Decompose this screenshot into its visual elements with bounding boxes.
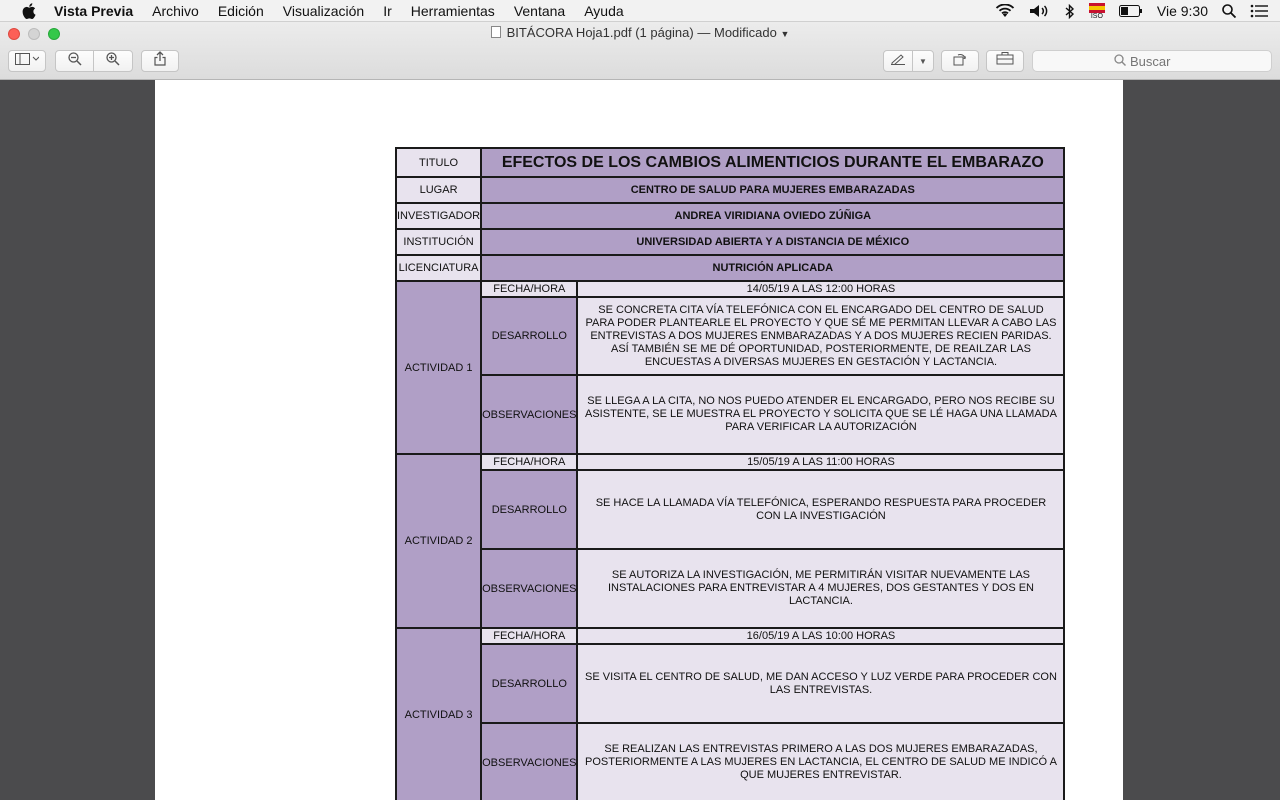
fecha-value: 15/05/19 A LAS 11:00 HORAS: [577, 454, 1064, 470]
observaciones-label: OBSERVACIONES: [481, 375, 577, 454]
spotlight-search-icon[interactable]: [1222, 4, 1236, 18]
notification-center-icon[interactable]: [1250, 4, 1268, 18]
table-row: [396, 203, 1064, 229]
markup-button[interactable]: [883, 50, 913, 72]
input-source-label: ISO: [1090, 12, 1103, 20]
input-source-icon[interactable]: [1089, 3, 1105, 20]
fecha-label: FECHA/HORA: [481, 281, 577, 297]
table-row: [396, 549, 1064, 628]
search-icon: [1114, 54, 1126, 69]
observaciones-value: SE LLEGA A LA CITA, NO NOS PUEDO ATENDER EL ENCARGADO, PERO NOS RECIBE SU ASISTENTE, SE LE MUESTRA EL PROYECTO Y SOLICITA QUE SE LÉ HAGA UNA LLAMADA PARA VERIFICAR LA AUTORIZACIÓN: [577, 375, 1064, 454]
menu-visualizacion[interactable]: Visualización: [282, 2, 365, 19]
document-title[interactable]: [0, 25, 1280, 40]
activity-label: ACTIVIDAD 2: [396, 454, 481, 628]
zoom-in-icon: [106, 52, 120, 71]
row-label: INSTITUCIÓN: [396, 229, 481, 255]
row-label: LUGAR: [396, 177, 481, 203]
bluetooth-icon[interactable]: [1065, 4, 1075, 19]
menu-herramientas[interactable]: Herramientas: [410, 2, 495, 19]
activity-label: ACTIVIDAD 1: [396, 281, 481, 454]
share-icon: [154, 51, 166, 71]
menu-ayuda[interactable]: Ayuda: [584, 2, 624, 19]
window-titlebar: [0, 22, 1280, 80]
rotate-icon: [952, 52, 968, 71]
volume-icon[interactable]: [1029, 4, 1051, 18]
row-value: UNIVERSIDAD ABIERTA Y A DISTANCIA DE MÉXICO: [481, 229, 1064, 255]
zoom-out-icon: [68, 52, 82, 71]
table-row: [396, 454, 1064, 470]
observaciones-value: SE AUTORIZA LA INVESTIGACIÓN, ME PERMITIRÁN VISITAR NUEVAMENTE LAS INSTALACIONES PARA ENTREVISTAR A 4 MUJERES, DOS GESTANTES Y DOS EN LACTANCIA.: [577, 549, 1064, 628]
row-value: CENTRO DE SALUD PARA MUJERES EMBARAZADAS: [481, 177, 1064, 203]
wifi-icon[interactable]: [995, 4, 1015, 18]
desarrollo-value: SE CONCRETA CITA VÍA TELEFÓNICA CON EL ENCARGADO DEL CENTRO DE SALUD PARA PODER PLANTEARLE EL PROYECTO Y QUE SÉ ME PERMITAN LLEVAR A CABO LAS ENTREVISTAS A DOS MUJERES ENMBARAZADAS Y A DOS MUJERES RECIEN PARIDAS. ASÍ TAMBIÉN SE ME DÉ OPORTUNIDAD, POSTERIORMENTE, DE REAILZAR LAS ENCUESTAS A DIVERSAS MUJERES EN GESTACIÓN Y LACTANCIA.: [577, 297, 1064, 375]
fecha-label: FECHA/HORA: [481, 454, 577, 470]
row-label: TITULO: [396, 148, 481, 177]
observaciones-label: OBSERVACIONES: [481, 723, 577, 800]
document-viewer[interactable]: [0, 80, 1280, 800]
table-row: [396, 470, 1064, 549]
share-button[interactable]: [141, 50, 179, 72]
table-row: [396, 628, 1064, 644]
table-row: [396, 281, 1064, 297]
menu-archivo[interactable]: Archivo: [152, 2, 199, 19]
table-row: [396, 255, 1064, 281]
app-menu[interactable]: Vista Previa: [54, 2, 134, 19]
table-row: [396, 644, 1064, 723]
menu-ventana[interactable]: Ventana: [513, 2, 566, 19]
table-row: [396, 723, 1064, 800]
table-row: [396, 297, 1064, 375]
desarrollo-value: SE VISITA EL CENTRO DE SALUD, ME DAN ACCESO Y LUZ VERDE PARA PROCEDER CON LAS ENTREVISTAS.: [577, 644, 1064, 723]
pdf-page: [155, 80, 1123, 800]
row-value: ANDREA VIRIDIANA OVIEDO ZÚÑIGA: [481, 203, 1064, 229]
fecha-label: FECHA/HORA: [481, 628, 577, 644]
sidebar-icon: [15, 52, 39, 70]
rotate-button[interactable]: [941, 50, 979, 72]
desarrollo-value: SE HACE LA LLAMADA VÍA TELEFÓNICA, ESPERANDO RESPUESTA PARA PROCEDER CON LA INVESTIGACIÓN: [577, 470, 1064, 549]
toolbox-icon: [996, 52, 1014, 70]
table-row: [396, 375, 1064, 454]
row-label: LICENCIATURA: [396, 255, 481, 281]
menu-edicion[interactable]: Edición: [217, 2, 264, 19]
desarrollo-label: DESARROLLO: [481, 644, 577, 723]
title-separator: —: [697, 25, 711, 40]
observaciones-value: SE REALIZAN LAS ENTREVISTAS PRIMERO A LAS DOS MUJERES EMBARAZADAS, POSTERIORMENTE A LAS MUJERES EN LACTANCIA, EL CENTRO DE SALUD ME INDICÓ A QUE MUJERES ENTREVISTAR.: [577, 723, 1064, 800]
search-input[interactable]: [1130, 54, 1190, 69]
fecha-value: 14/05/19 A LAS 12:00 HORAS: [577, 281, 1064, 297]
fecha-value: 16/05/19 A LAS 10:00 HORAS: [577, 628, 1064, 644]
row-value: NUTRICIÓN APLICADA: [481, 255, 1064, 281]
desarrollo-label: DESARROLLO: [481, 297, 577, 375]
chevron-down-icon: ▼: [780, 29, 790, 39]
document-filename: BITÁCORA Hoja1.pdf (1 página): [506, 25, 694, 40]
clock[interactable]: Vie 9:30: [1156, 3, 1208, 19]
table-row: [396, 148, 1064, 177]
menu-ir[interactable]: Ir: [383, 2, 392, 19]
zoom-in-button[interactable]: [93, 50, 133, 72]
table-row: [396, 177, 1064, 203]
activity-label: ACTIVIDAD 3: [396, 628, 481, 800]
markup-menu-button[interactable]: [912, 50, 934, 72]
battery-icon[interactable]: [1119, 5, 1143, 17]
menu-bar: [0, 0, 1280, 22]
row-label: INVESTIGADOR: [396, 203, 481, 229]
zoom-out-button[interactable]: [55, 50, 94, 72]
table-row: [396, 229, 1064, 255]
search-field[interactable]: [1032, 50, 1272, 72]
desarrollo-label: DESARROLLO: [481, 470, 577, 549]
pen-icon: [890, 52, 906, 70]
apple-menu-icon[interactable]: [20, 2, 38, 20]
document-status: Modificado: [713, 25, 777, 40]
sidebar-toggle-button[interactable]: [8, 50, 46, 72]
document-title-cell: EFECTOS DE LOS CAMBIOS ALIMENTICIOS DURANTE EL EMBARAZO: [481, 148, 1064, 177]
bitacora-table: [395, 147, 1065, 800]
chevron-down-icon: ▼: [919, 56, 927, 66]
observaciones-label: OBSERVACIONES: [481, 549, 577, 628]
pdf-document-icon: [491, 26, 501, 38]
toolbox-button[interactable]: [986, 50, 1024, 72]
